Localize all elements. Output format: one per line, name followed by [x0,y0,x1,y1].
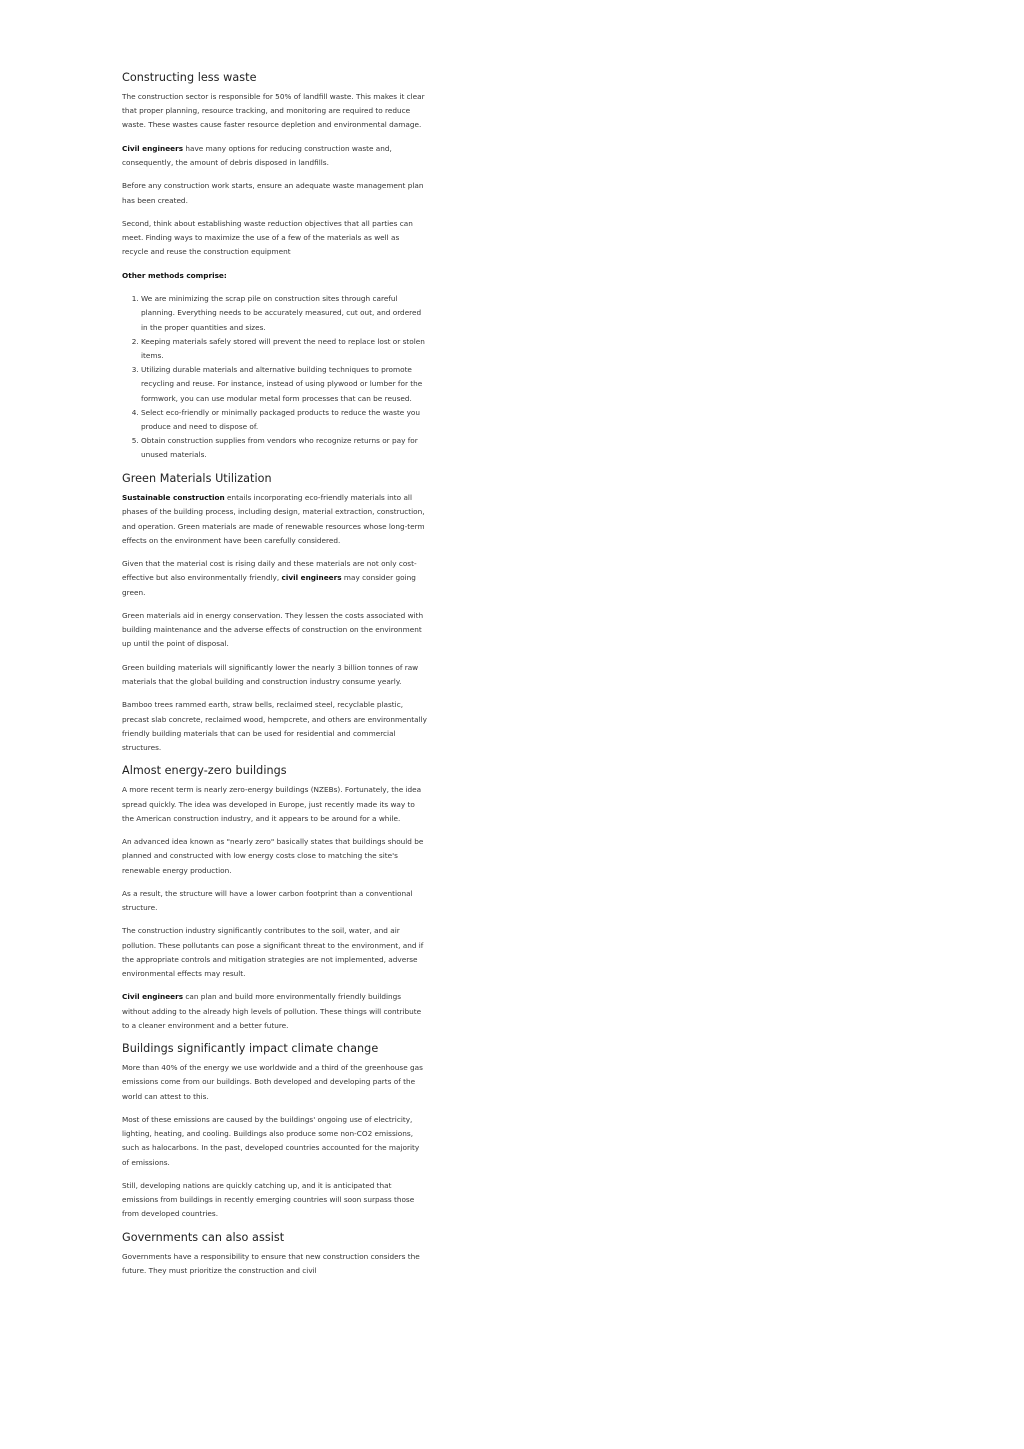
list-label: Other methods comprise: [122,270,227,280]
section-governments-assist [122,1231,427,1278]
paragraph-text: may consider going green. [122,573,416,597]
section-green-materials [122,472,427,755]
paragraph: More than 40% of the energy we use worldwide and a third of the greenhouse gas emissions come from our buildings. Both developed and developing parts of the world can attest to this. [122,1063,423,1101]
article-body [122,71,427,1287]
paragraph: Green building materials will significantly lower the nearly 3 billion tonnes of raw materials that the global building and construction industry consume yearly. [122,662,419,686]
paragraph: Most of these emissions are caused by the buildings' ongoing use of electricity, lighting, heating, and cooling. Buildings also produce some non-CO2 emissions, such as halocarbons. In the past, developed countries accounted for the majority of emissions. [122,1115,420,1167]
paragraph: Governments have a responsibility to ensure that new construction considers the future. They must prioritize the construction and civil [122,1251,420,1276]
paragraph: Bamboo trees rammed earth, straw bells, reclaimed steel, recyclable plastic, precast slab concrete, reclaimed wood, hempcrete, and others are environmentally friendly building materials that can be used for residential and commercial structures. [122,700,427,752]
paragraph-text: Given that the material cost is rising daily and these materials are not only cost-effective but also environmentally friendly, [122,559,417,583]
paragraph [122,990,427,1033]
bold-term: civil engineers [281,573,342,583]
list-item: 3. Utilizing durable materials and alternative building techniques to promote recycling and reuse. For instance, instead of using plywood or lumber for the formwork, you can use modular metal form processes that can be reused. [141,363,427,406]
paragraph [122,142,427,170]
list-item: 5. Obtain construction supplies from vendors who recognize returns or pay for unused materials. [141,434,427,462]
section-climate-change [122,1042,427,1221]
section-heading: Constructing less waste [122,71,257,84]
paragraph: Before any construction work starts, ensure an adequate waste management plan has been created. [122,181,424,205]
section-heading: Green Materials Utilization [122,472,272,486]
list-item: 1. We are minimizing the scrap pile on construction sites through careful planning. Everything needs to be accurately measured, cut out, and ordered in the proper quantities and sizes. [141,292,427,335]
paragraph-text: have many options for reducing construction waste and, consequently, the amount of debris disposed in landfills. [122,143,392,167]
paragraph [122,557,427,600]
bold-term: Civil engineers [122,992,184,1002]
paragraph: As a result, the structure will have a lower carbon footprint than a conventional structure. [122,888,413,913]
list-item: 4. Select eco-friendly or minimally packaged products to reduce the waste you produce and need to dispose of. [141,406,427,434]
paragraph: The construction industry significantly contributes to the soil, water, and air pollution. These pollutants can pose a significant threat to the environment, and if the appropriate controls and mitigation strategies are not implemented, adverse environmental effects may result. [122,926,424,979]
section-heading: Governments can also assist [122,1230,285,1244]
section-constructing-less-waste [122,71,427,463]
paragraph: A more recent term is nearly zero-energy buildings (NZEBs). Fortunately, the idea spread quickly. The idea was developed in Europe, just recently made its way to the American construction industry, and it appears to be around for a while. [122,785,422,823]
paragraph [122,491,427,548]
paragraph-text: can plan and build more environmentally friendly buildings without adding to the already high levels of pollution. These things will contribute to a cleaner environment and a better future. [122,992,422,1030]
section-heading: Almost energy-zero buildings [122,764,287,778]
section-energy-zero-buildings [122,764,427,1033]
bold-term: Sustainable construction [122,493,225,503]
paragraph: Green materials aid in energy conservation. They lessen the costs associated with building maintenance and the adverse effects of construction on the environment up until the point of disposal. [122,610,424,649]
paragraph-text: entails incorporating eco-friendly materials into all phases of the building process, including design, material extraction, construction, and operation. Green materials are made of renewable resources whose long-term effects on the environment have been carefully considered. [122,493,425,545]
section-heading: Buildings significantly impact climate change [122,1042,379,1056]
paragraph: The construction sector is responsible for 50% of landfill waste. This makes it clear that proper planning, resource tracking, and monitoring are required to reduce waste. These wastes cause faster resource depletion and environmental damage. [122,92,425,130]
methods-list [122,292,427,462]
paragraph: An advanced idea known as "nearly zero" basically states that buildings should be planned and constructed with low energy costs close to matching the site's renewable energy production. [122,837,424,875]
paragraph: Still, developing nations are quickly catching up, and it is anticipated that emissions from buildings in recently emerging countries will soon surpass those from developed countries. [122,1181,415,1219]
bold-term: Civil engineers [122,143,184,153]
paragraph: Second, think about establishing waste reduction objectives that all parties can meet. Finding ways to maximize the use of a few of the materials as well as recycle and reuse the construction equipment [122,218,413,257]
list-item: 2. Keeping materials safely stored will prevent the need to replace lost or stolen items. [141,335,427,363]
